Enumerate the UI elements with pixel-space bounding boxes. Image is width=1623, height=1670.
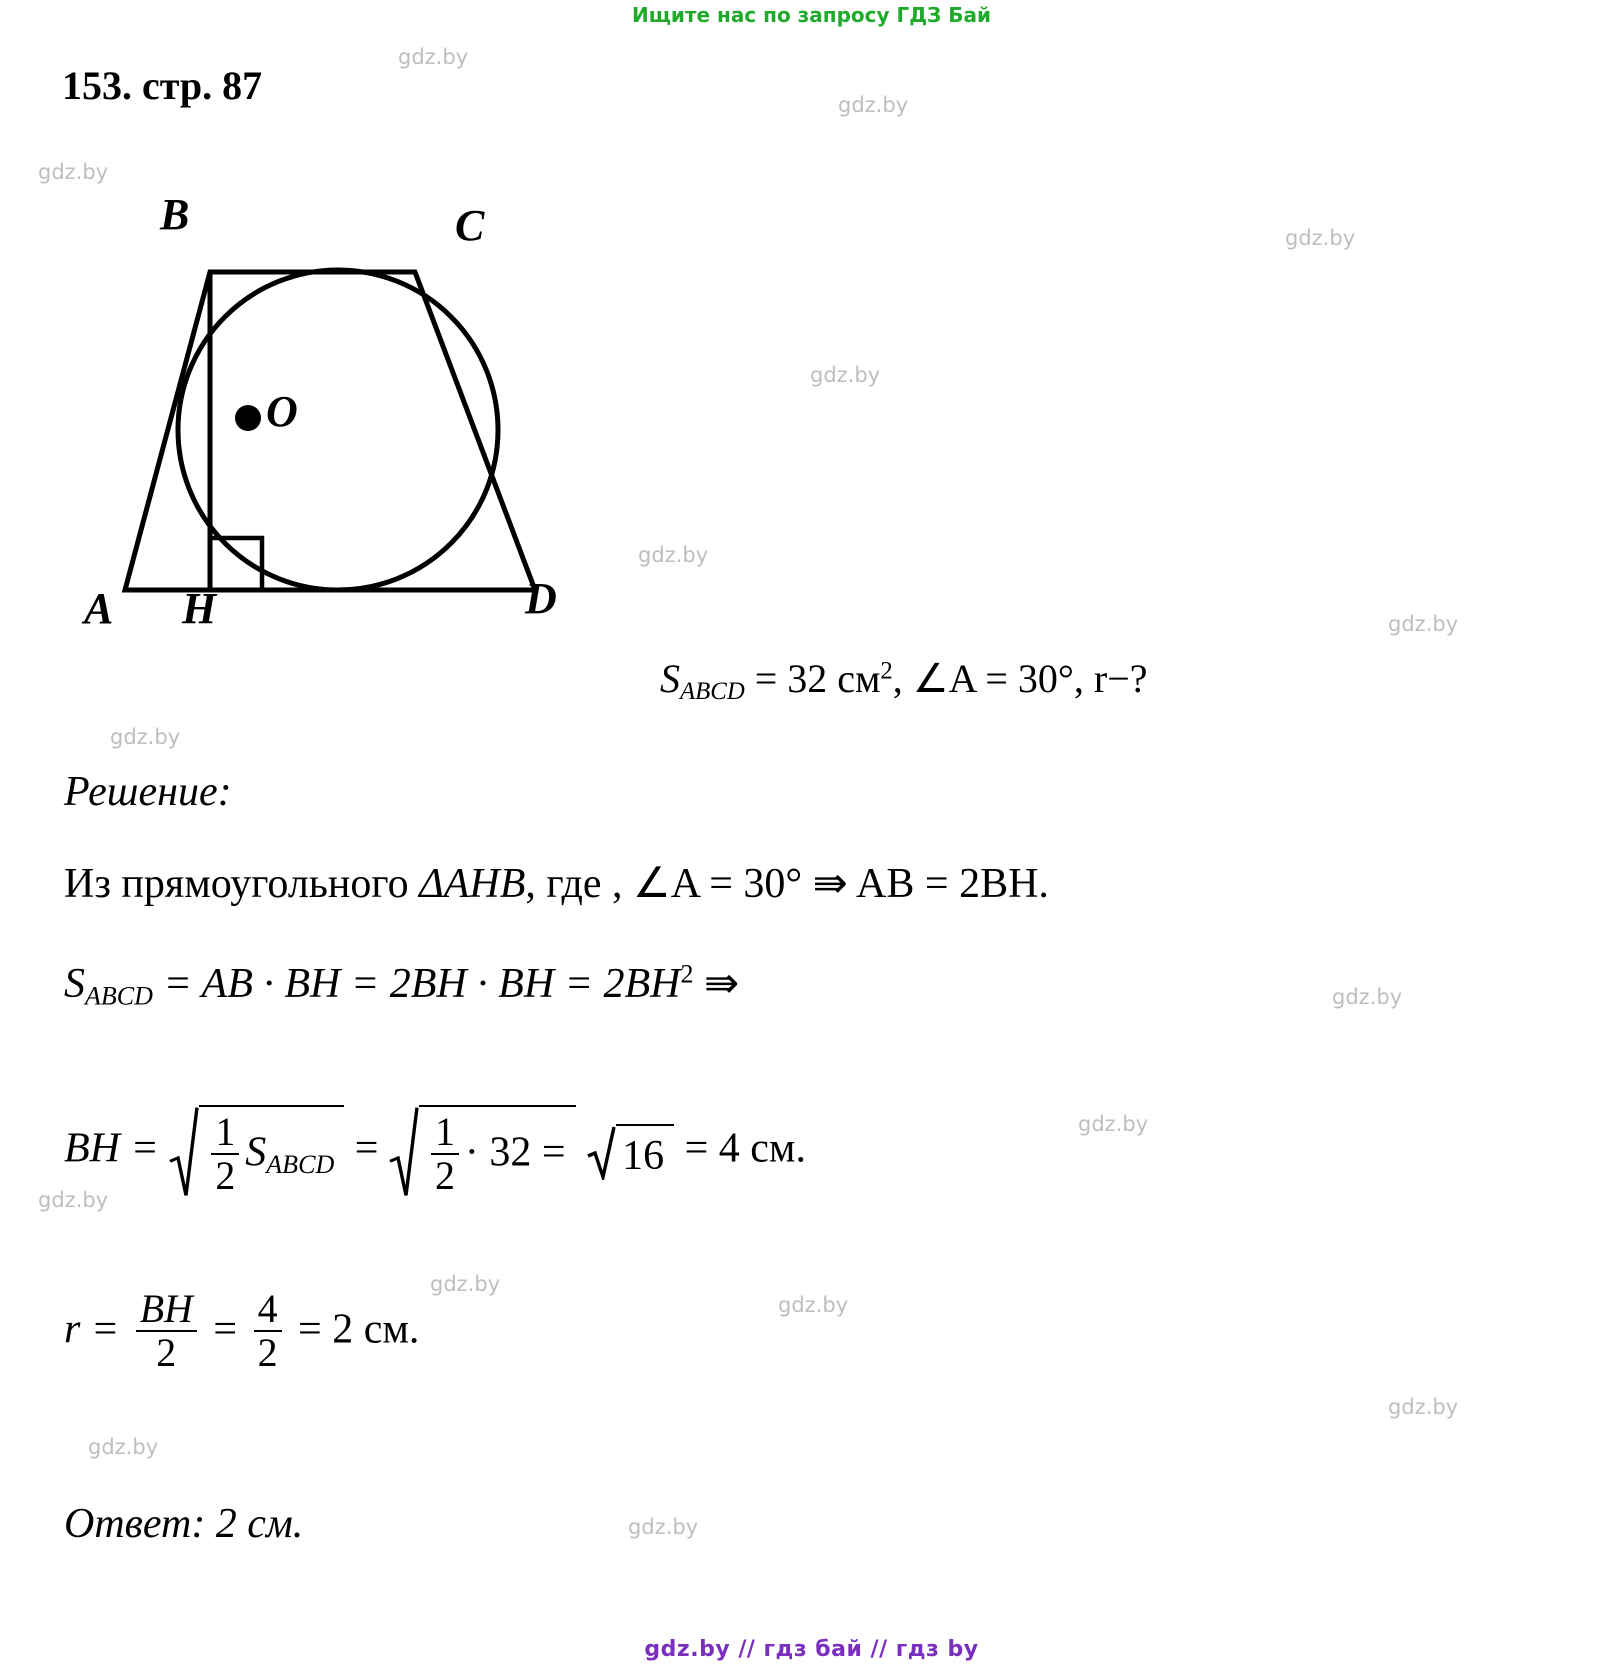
solution-line-4 [64, 1286, 420, 1376]
fraction-one-half [211, 1111, 239, 1197]
geometry-figure [70, 190, 630, 660]
denominator: 2 [215, 1152, 236, 1198]
watermark: gdz.by [88, 1435, 159, 1459]
figure-label-b: B [160, 190, 190, 239]
equals-sign: = [213, 1306, 238, 1353]
line2-tail: ⇛ [693, 961, 740, 1007]
watermark: gdz.by [778, 1293, 849, 1317]
denominator: 2 [156, 1329, 177, 1375]
watermark: gdz.by [810, 363, 881, 387]
watermark: gdz.by [638, 543, 709, 567]
given-equation: = 32 см [744, 656, 881, 701]
watermark: gdz.by [628, 1515, 699, 1539]
line1-suffix: , где , ∠A = 30° ⇛ AB = 2BH. [525, 861, 1049, 907]
line1-prefix: Из прямоугольного [64, 861, 420, 907]
site-banner: Ищите нас по запросу ГДЗ Бай [632, 3, 991, 27]
figure-label-c: C [455, 201, 485, 250]
radical-sign-icon [586, 1124, 616, 1180]
fraction-one-half [431, 1111, 459, 1197]
watermark: gdz.by [398, 45, 469, 69]
numerator: 1 [431, 1111, 459, 1155]
given-conditions [660, 655, 1148, 706]
task-number: 153. [62, 63, 132, 108]
denominator: 2 [257, 1329, 278, 1375]
watermark: gdz.by [38, 160, 109, 184]
line2-body: = AB · BH = 2BH · BH = 2BH [152, 961, 681, 1007]
figure-label-a: A [84, 584, 114, 633]
numerator: BH [136, 1288, 197, 1332]
numerator: 4 [254, 1288, 282, 1332]
r-equals: r = [64, 1306, 120, 1353]
watermark: gdz.by [1388, 1395, 1459, 1419]
answer-line: Ответ: 2 см. [64, 1501, 304, 1547]
watermark: gdz.by [430, 1272, 501, 1296]
s-subscript: ABCD [85, 981, 153, 1011]
line4-tail: = 2 см. [298, 1306, 420, 1353]
figure-label-o: O [266, 387, 298, 436]
watermark: gdz.by [1078, 1112, 1149, 1136]
radicand-16: 16 [616, 1124, 674, 1180]
radical-2 [389, 1105, 576, 1199]
bh-equals: BH = [64, 1125, 159, 1172]
radical-sign-icon [389, 1105, 419, 1199]
figure-label-d: D [525, 574, 557, 623]
radical-1 [169, 1105, 344, 1199]
multiply-32: · 32 = [464, 1129, 566, 1176]
site-footer: gdz.by // гдз бай // гдз by [644, 1637, 979, 1662]
solution-line-1 [64, 858, 1049, 908]
s-subscript: ABCD [266, 1149, 335, 1179]
solution-line-3 [64, 1105, 806, 1199]
page-title [62, 62, 262, 109]
watermark: gdz.by [1388, 612, 1459, 636]
solution-label: Решение: [64, 769, 232, 815]
given-exponent: 2 [880, 657, 893, 685]
fraction-bh-over-2 [136, 1288, 197, 1374]
line3-tail: = 4 см. [684, 1125, 806, 1172]
numerator: 1 [211, 1111, 239, 1155]
watermark: gdz.by [38, 1188, 109, 1212]
watermark: gdz.by [110, 725, 181, 749]
radical-1-body [199, 1105, 344, 1199]
triangle-ahb: ΔAHB [419, 861, 526, 907]
watermark: gdz.by [1332, 985, 1403, 1009]
radical-16 [586, 1124, 674, 1180]
s-symbol: S [64, 961, 85, 1007]
page-reference: стр. 87 [142, 63, 263, 108]
s-subscript: ABCD [680, 677, 745, 705]
watermark: gdz.by [838, 93, 909, 117]
solution-line-2 [64, 958, 739, 1011]
radical-sign-icon [169, 1105, 199, 1199]
s-symbol: S [245, 1129, 267, 1176]
line2-exponent: 2 [680, 959, 694, 989]
figure-label-h: H [182, 584, 217, 633]
fraction-4-over-2 [254, 1288, 282, 1374]
radical-2-body [419, 1105, 576, 1199]
s-symbol: S [660, 656, 680, 701]
watermark: gdz.by [1285, 226, 1356, 250]
equals-sign: = [354, 1125, 379, 1172]
given-rest: , ∠A = 30°, r−? [892, 656, 1148, 701]
denominator: 2 [434, 1152, 455, 1198]
